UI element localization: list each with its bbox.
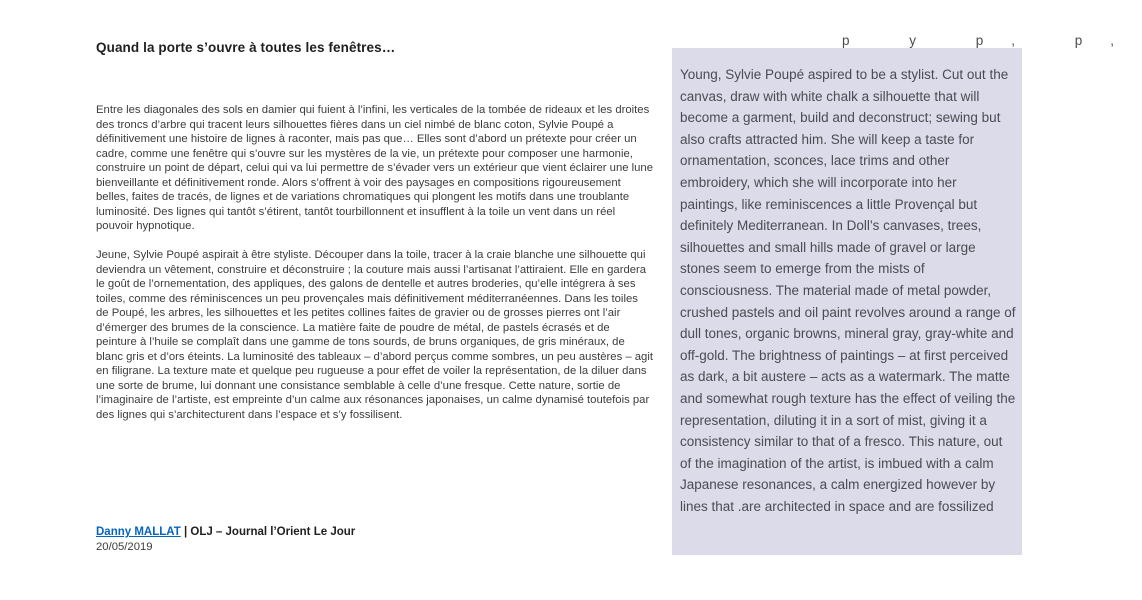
article-date: 20/05/2019 — [96, 541, 153, 553]
english-translation-panel — [672, 33, 1142, 555]
publication-label: | OLJ – Journal l’Orient Le Jour — [180, 526, 356, 538]
article-title: Quand la porte s’ouvre à toutes les fenêtres… — [96, 40, 396, 55]
author-link[interactable]: Danny MALLAT — [96, 526, 181, 538]
clipped-text-fragment: p y p, p, — [842, 33, 1142, 48]
french-paragraph-2: Jeune, Sylvie Poupé aspirait à être styliste. Découper dans la toile, tracer à la craie blanche une silhouette qui deviendra un vêtement, construire et déconstruire ; la couture mais aussi l’artisanat l’attiraient. Elle en gardera le goût de l’ornementation, des appliques, des galons de dentelle et autres broderies, qu’elle intégrera à ses toiles, comme des réminiscences un peu provençales mais définitivement méditerranéennes. Dans les toiles de Poupé, les arbres, les silhouettes et les petites collines faites de gravier ou de grosses pierres ont l’air d’émerger des brumes de la conscience. La matière faite de poudre de métal, de pastels écrasés et de peinture à l’huile se complaît dans une gamme de tons sourds, de bruns organiques, de gris minéraux, de blanc gris et d’ors éteints. La luminosité des tableaux – d’abord perçus comme sombres, un peu austères – agit en filigrane. La texture mate et quelque peu rugueuse a pour effet de voiler la représentation, de la diluer dans une sorte de brume, lui donnant une consistance semblable à celle d’une fresque. Cette nature, sortie de l’imaginaire de l’artiste, est empreinte d’un calme aux résonances japonaises, un calme dynamisé toutefois par des lignes qui s’architecturent dans l’espace et s’y fossilisent. — [96, 249, 653, 421]
byline — [96, 526, 355, 538]
french-paragraph-1: Entre les diagonales des sols en damier qui fuient à l’infini, les verticales de la tombée de rideaux et les droites des troncs d’arbre qui tracent leurs silhouettes fières dans un ciel nimbé de blanc coton, Sylvie Poupé a définitivement une histoire de lignes à raconter, mais pas que… Elles sont d’abord un prétexte pour créer un cadre, comme une fenêtre qui s’ouvre sur les mystères de la vie, un prétexte pour composer une harmonie, construire un point de départ, celui qui va lui permettre de s’évader vers un extérieur que vient éclairer une lune bienveillante et définitivement ronde. Alors s’offrent à voir des paysages en compositions rigoureusement belles, faites de tracés, de lignes et de variations chromatiques qui plongent les motifs dans une troublante luminosité. Des lignes qui tantôt s’étirent, tantôt tourbillonnent et insufflent à la toile un vent dans un réel pouvoir hypnotique. — [96, 104, 654, 232]
english-paragraph: Young, Sylvie Poupé aspired to be a stylist. Cut out the canvas, draw with white chalk a silhouette that will become a garment, build and deconstruct; sewing but also crafts attracted him. She will keep a taste for ornamentation, sconces, lace trims and other embroidery, which she will incorporate into her paintings, like reminiscences a little Provençal but definitely Mediterranean. In Doll’s canvases, trees, silhouettes and small hills made of gravel or large stones seem to emerge from the mists of consciousness. The material made of metal powder, crushed pastels and oil paint revolves around a range of dull tones, organic browns, mineral gray, gray-white and off-gold. The brightness of paintings – at first perceived as dark, a bit austere – acts as a watermark. The matte and somewhat rough texture has the effect of veiling the representation, diluting it in a sort of mist, giving it a consistency similar to that of a fresco. This nature, out of the imagination of the artist, is imbued with a calm Japanese resonances, a calm energized however by lines that .are architected in space and are fossilized — [680, 67, 1016, 514]
article-body-french — [96, 103, 653, 422]
